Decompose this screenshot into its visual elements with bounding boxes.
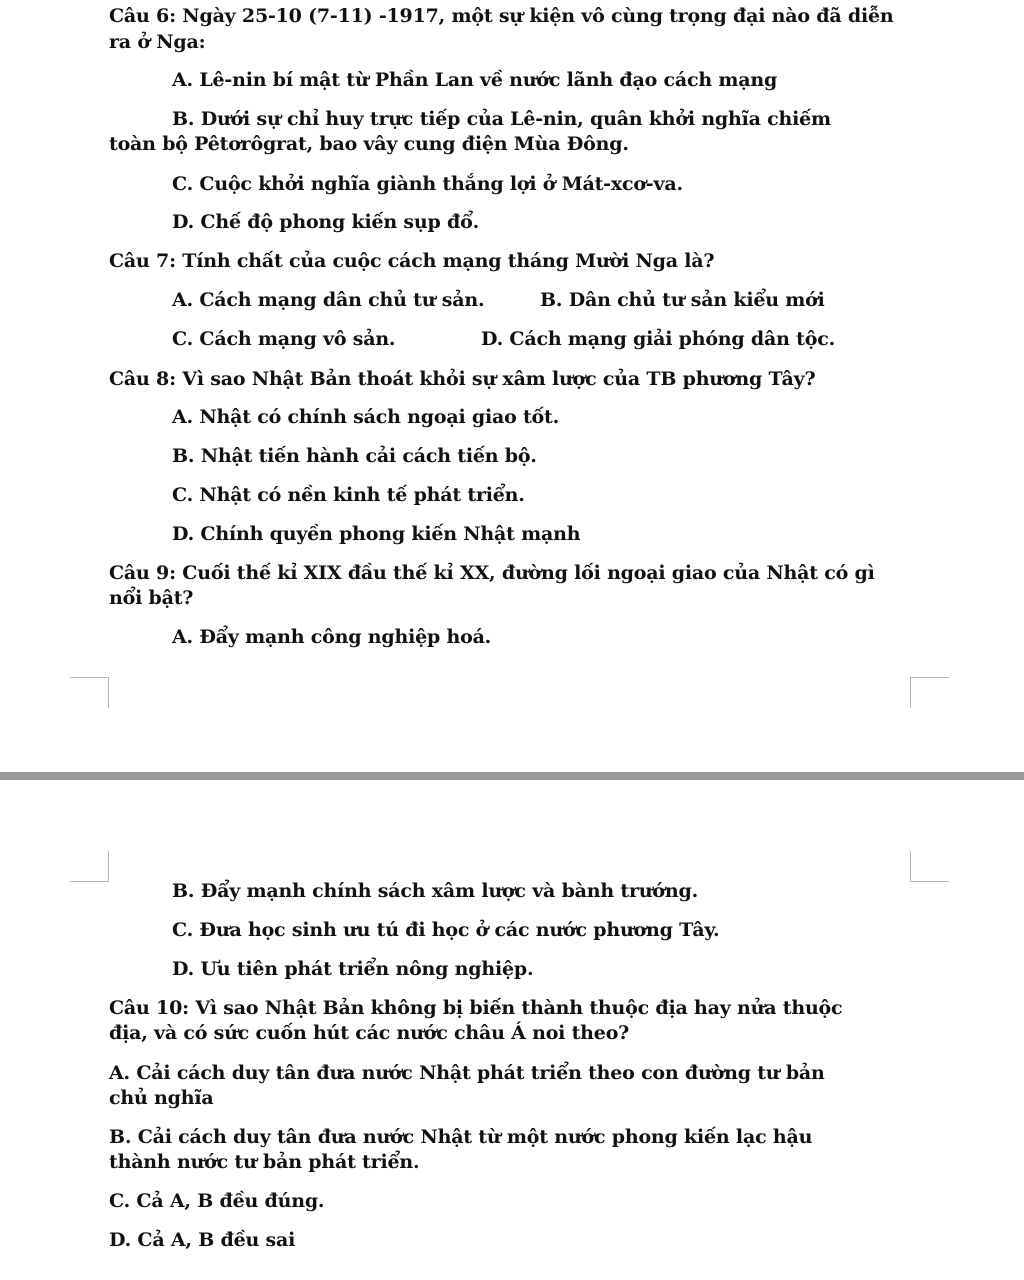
question-8-option-b: B. Nhật tiến hành cải cách tiến bộ. xyxy=(172,445,537,467)
page-margin-corner-top-right xyxy=(910,851,949,882)
question-9-stem-line-2: nổi bật? xyxy=(109,587,194,609)
question-10-stem-line-2: địa, và có sức cuốn hút các nước châu Á noi theo? xyxy=(109,1022,630,1044)
question-10-option-b-line-2: thành nước tư bản phát triển. xyxy=(109,1151,420,1173)
page-margin-corner-bottom-right xyxy=(910,677,949,708)
question-9-option-a: A. Đẩy mạnh công nghiệp hoá. xyxy=(172,626,492,648)
page-margin-corner-top-left xyxy=(70,851,109,882)
question-7-stem: Câu 7: Tính chất của cuộc cách mạng tháng Mười Nga là? xyxy=(109,250,715,272)
question-8-stem: Câu 8: Vì sao Nhật Bản thoát khỏi sự xâm lược của TB phương Tây? xyxy=(109,368,816,390)
question-6-option-c: C. Cuộc khởi nghĩa giành thắng lợi ở Mát-xcơ-va. xyxy=(172,173,683,195)
question-7-option-b: B. Dân chủ tư sản kiểu mới xyxy=(540,289,825,311)
question-9-option-b: B. Đẩy mạnh chính sách xâm lược và bành trướng. xyxy=(172,880,699,902)
question-6-stem-line-2: ra ở Nga: xyxy=(109,31,206,53)
question-6-option-d: D. Chế độ phong kiến sụp đổ. xyxy=(172,211,480,233)
question-10-option-a-line-2: chủ nghĩa xyxy=(109,1087,214,1109)
question-10-stem-line-1: Câu 10: Vì sao Nhật Bản không bị biến thành thuộc địa hay nửa thuộc xyxy=(109,997,843,1019)
question-7-option-c: C. Cách mạng vô sản. xyxy=(172,328,396,350)
question-6-option-b-line-1: B. Dưới sự chỉ huy trực tiếp của Lê-nin, quân khởi nghĩa chiếm xyxy=(172,108,831,130)
question-6-stem-line-1: Câu 6: Ngày 25-10 (7-11) -1917, một sự kiện vô cùng trọng đại nào đã diễn xyxy=(109,5,894,27)
question-7-option-d: D. Cách mạng giải phóng dân tộc. xyxy=(481,328,835,350)
page-separator xyxy=(0,772,1024,780)
question-10-option-a-line-1: A. Cải cách duy tân đưa nước Nhật phát triển theo con đường tư bản xyxy=(109,1062,825,1084)
page-margin-corner-bottom-left xyxy=(70,677,109,708)
question-10-option-d: D. Cả A, B đều sai xyxy=(109,1229,296,1251)
question-9-option-d: D. Ưu tiên phát triển nông nghiệp. xyxy=(172,958,534,980)
question-8-option-d: D. Chính quyền phong kiến Nhật mạnh xyxy=(172,523,581,545)
question-6-option-b-line-2: toàn bộ Pêtơrôgrat, bao vây cung điện Mùa Đông. xyxy=(109,133,629,155)
question-9-option-c: C. Đưa học sinh ưu tú đi học ở các nước phương Tây. xyxy=(172,919,720,941)
question-8-option-c: C. Nhật có nền kinh tế phát triển. xyxy=(172,484,525,506)
question-8-option-a: A. Nhật có chính sách ngoại giao tốt. xyxy=(172,406,560,428)
question-9-stem-line-1: Câu 9: Cuối thế kỉ XIX đầu thế kỉ XX, đường lối ngoại giao của Nhật có gì xyxy=(109,562,875,584)
question-10-option-b-line-1: B. Cải cách duy tân đưa nước Nhật từ một nước phong kiến lạc hậu xyxy=(109,1126,813,1148)
question-6-option-a: A. Lê-nin bí mật từ Phần Lan về nước lãnh đạo cách mạng xyxy=(172,69,778,91)
question-10-option-c: C. Cả A, B đều đúng. xyxy=(109,1190,325,1212)
question-7-option-a: A. Cách mạng dân chủ tư sản. xyxy=(172,289,485,311)
